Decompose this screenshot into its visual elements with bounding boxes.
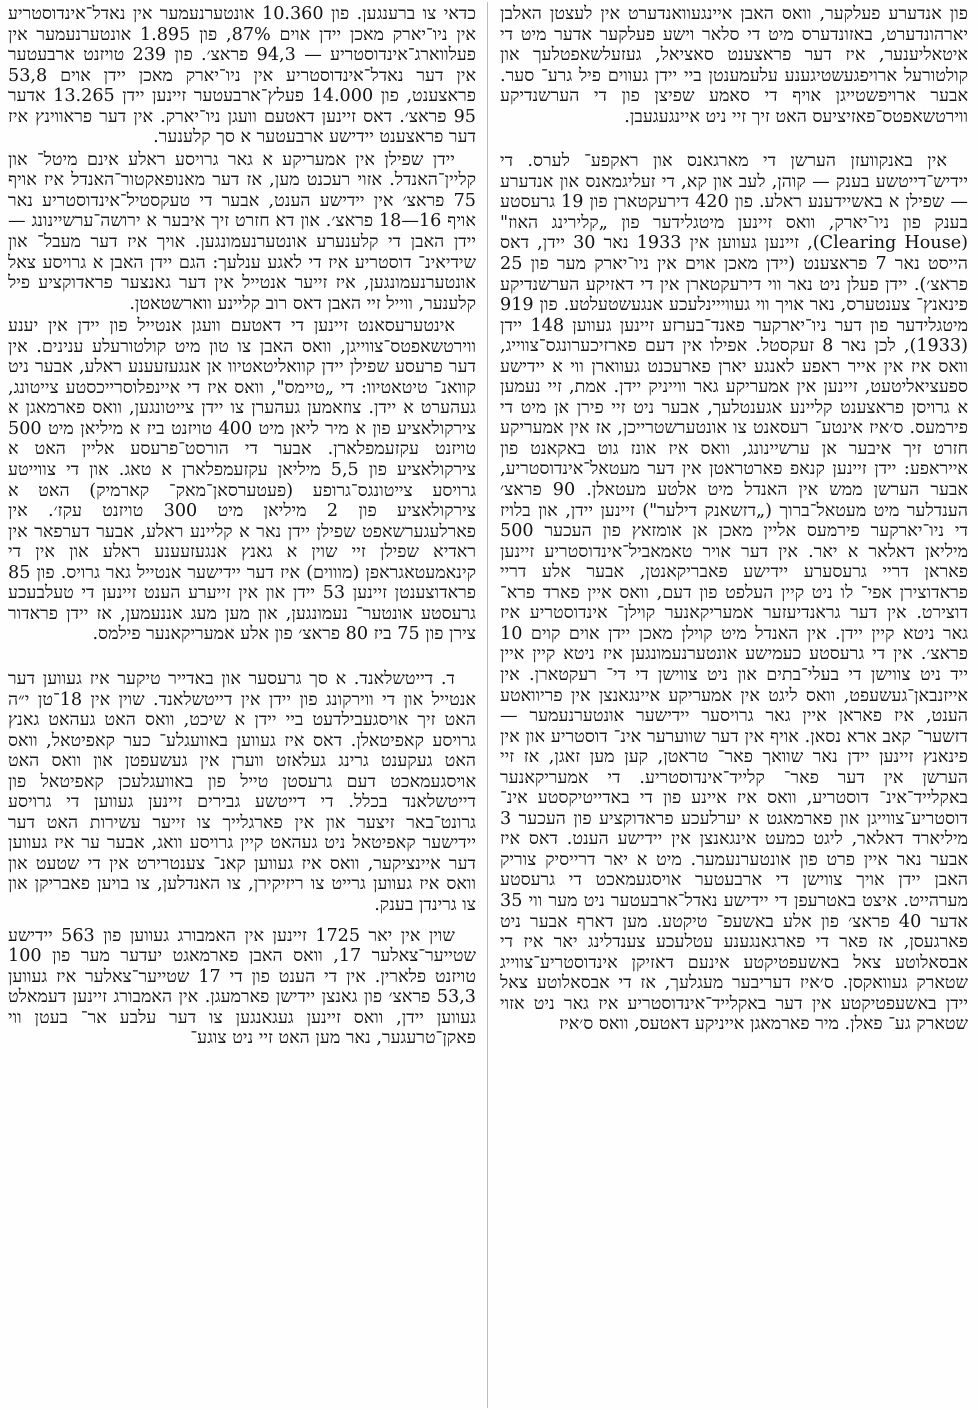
paragraph-banking: אין באנקוועזן הערשן די מארגאנס און ראקפע־ לערס. די יידיש־דייטשע בענק — קוהן, לעב און קא, די זעליגמאנס און אנדערע — שפילן א באשיידענע ראלע. פון 420 דירעקטארן פון 19 גרעסטע בענק פון ניו־יארק, וואס זיינען מיטגלידער פון „קלירינג האוז" (Clearing House), זיינען געווען אין 1933 נאר 30 יידן, דאס הייסט נאר 7 פראצענט (יידן מאכן אוים אין ניו־יארק מער פון 25 פראצ׳). יידן פעלן ניט נאר ווי דירעקטארן אין די דאזיקע הערשנדיקע פינאנץ־ צענטערס, נאר אויך ווי געווייינלעכע אנגעשטעלטע. פון 919 מיטגלידער פון דער ניו־יארקער פאנד־בערזע זיינען געווען 148 יידן (1933), לכן נאר 8 זעקסטל. אפילו אין דעם פארזיכערונגס־צווייג, וואס איז אין אייר ראפע לאנגע יארן פארעכנט געווארן ווי א יידישע ספעציאליטעט, זיינען אין אמעריקע גאר ווייניק יידן. אמת, זיי נעמען א גרויסן פראצענט קליינע אגענטלעך, אבער ניט זיי פירן אן מיט די פירמעס. ס׳איז אינטע־ רעסאנט צו אונטערשטרייכן, אז אין אמעריקע חזרט זיך איבער אן ערשיינונג, וואס איז אונז גוט באקאנט פון אייראפע: יידן זיינען קנאפ פארטראטן אין דער מעטאל־אינדוסטריע, אבער הערשן ממש אין האנדל מיט אלטע מעטאלן. 90 פראצ׳ הענדלער מיט מעטאל־ברוך („דזשאנק דילער") זיינען יידן, און בלויז די ניו־יארקער פירמעס אליין מאכן אן אומזאץ פון העכער 500 מיליאן דאלאר א יאר. אין דער אויר טאמאביל־אינדוסטריע זיינען פאראן דריי גרעסערע יידישע פאבריקאנטן, אבער אלע דריי פראדוצירן אפי־ לו ניט קיין העלפט פון דעם, וואס איין פארד פרא־ דוצירט. אין דער גראנדיעזער אמעריקאנער קוילן־ אינדוסטריע איז גאר ניטא קיין יידן. אין האנדל מיט קוילן מאכן יידן אוים קוים 10 פראצ׳. אין די גרעסטע כעמישע אונטערנעמונגען איז ניטא קיין איין ייד ניט צווישן די בעלי־בתים און ניט צווישן די די־ רעקטארן. אין אייזנבאן־געשעפט, וואס ליגט אין אמעריקע איינגאנצן אין פריוואטע הענט, איז פאראן איין גאר גרויסער יידישער אונטערנעמער — דזשער־ קאב ארא נסאן. אויף אין דער שווערער אינ־ דוסטריע און אין פינאנץ זיינען יידן נאר שוואך פאר־ טראטן, קען מען זאגן, אז זיי הערשן אין דער פאר־ קלייד־אינדוסטריע. די אמעריקאנער באקלייד־אינ־ דוסטריע, וואס איז איינע פון די באדייטיקסטע אינ־ דוסטריע־צווייגן און פארמאגט א יערלעכע פראדוקציע פון העכער 3 מיליארד דאלאר, ליגט כמעט אינגאנצן אין יידישע הענט. דאס איז אבער נאר איין פרט פון אונטערנעמער. מיט א יאר דרייסיק צוריק האבן יידן אויך צווישן די ארבעטער אויסגעמאכט די גרעסטע מערהייט. איצט באטרעפן די יידישע נאדל־ארבעטער ניט מער ווי 35 אדער 40 פראצ׳ פון אלע באשעפ־ טיקטע. מען דארף אבער ניט פארגעסן, אז פאר די פארגאנגענע עטלעכע צענדלינג יאר איז די אבסאלוטע צאל באשעפטיקטע אינעם דאזיקן אינדוסטריע־צווייג שטארק געוואקסן. ס׳איז דעריבער מעגלעך, אז די אבסאלוטע צאל יידן באשעפטיקטע אין דער באקלייד־אינדוסטריע איז גאר ניט אזוי שטארק גע־ פאלן. מיר פארמאגן אייניקע דאטעס, וואס ס׳איז (500, 151, 968, 1035)
paragraph-germany: ד. דייטשלאנד. א סך גרעסער און באדייר טיקער איז געווען דער אנטייל און די ווירקונג פון יידן אין דייטשלאנד. שוין אין 18־טן י״ה האט זיך אויסגעבילדעט ביי יידן א שיכט, וואס האט געהאט גאנץ גרויסע קאפיטאלן. דאס איז געווען באוועגלע־ כער קאפיטאל, וואס האט געקענט גרינג געלאזט ווערן אין געשעפטן און וואס האט אויסגעמאכט דעם גרעסטן טייל פון באוועגלעכן קאפיטאל פון דייטשלאנד בכלל. די דייטשע גבירים זיינען געווען די גרויסע גרונט־באר זיצער און אין פארגלייך צו זייער עשירות האט דער יידישער קאפיטאל ניט געהאט קיין גרויסע וואג, אבער ער איז געווען דער איינציקער, וואס איז געווען קאנ־ צענטרירט אין די שטעט און וואס איז געווען גרייט צו ריזיקירן, צו האנדלען, צו בויען פאבריקן און צו גרינדן בענק. (8, 668, 476, 915)
paragraph-needle-industry: כדאי צו ברענגען. פון 10.360 אונטערנעמער אין נאדל־אינדוסטריע אין ניו־יארק מאכן יידן אוים 87%, פון 1.895 אונטערנעמער אין פעלווארג־אינדוסטריע — 94,3 פראצ׳. פון 239 טויזנט ארבעטער אין דער נאדל־אינדוסטריע אין ניו־יארק מאכן יידן אוים 53,8 פראצענט, פון 14.000 פעלץ־ארבעטער זיינען יידן 13.265 אדער 95 פראצ׳. דאס זיינען דאטעם וועגן ניו־יארק. אין דער פראווינץ איז דער פראצענט יידישע ארבעטער א סך קלענער. (8, 4, 476, 148)
paragraph-intro: פון אנדערע פעלקער, וואס האבן איינגעוואנדערט אין לעצטן האלבן יארהונדערט, באזונדערס מיט די סלאר וישע פעלקער אדער מיט די איטאליענער, איז דער פראצענט סאציאל, געזעלשאפטלעך און קולטורעל ארויפגעשטיגענע עלעמענטן ביי יידן געווים פיל גרע־ סער. אבער ארויפשטייגן אויף די סאמע שפיצן פון די הערשנדיקע ווירטשאפטס־פאזיציעס האט זיך זיי ניט איינגעגעבן. (500, 4, 968, 127)
left-column (8, 4, 476, 1406)
column-divider (487, 2, 488, 1408)
paragraph-trade: יידן שפילן אין אמעריקע א גאר גרויסע ראלע אינם מיטל־ און קליין־האנדל. אזוי רעכנט מען, אז דער מאנופאקטור־האנדל איז אויף 75 פראצ׳ אין יידישע הענט, אבער די טעקסטיל־אינדוסטריע נאר אויף 16—18 פראצ׳. און דא חזרט זיך איבער א ירושה־ערשיינונג — יידן האבן די קלענערע אונטערנעמונגען. אויך איז דער מעבל־ און שידיאינ־ דוסטריע איז די לאגע ענלעך: הגם יידן האבן א גרויסע צאל אונטערנעמונגען, איז זייער אנטייל אין דער גאנצער פראדוקציע פיל קלענער, ווייל זיי האבן דאס רוב קליינע ווארשטאטן. (8, 149, 476, 314)
paragraph-hamburg: שוין אין יאר 1725 זיינען אין האמבורג געווען פון 563 יידישע שטייער־צאלער 17, וואס האבן פארמאגט יעדער מער פון 100 טויזנט פלארין. אין די הענט פון די 17 שטייער־צאלער איז געווען 53,3 פראצ׳ פון גאנצן יידישן פארמעגן. אין האמבורג זיינען דעמאלט געווען יידן, וואס זיינען געגאנגען צו דער עלבע אר־ בעטן ווי פאקן־טרעגער, נאר מען האט זיי ניט צוגע־ (8, 925, 476, 1049)
right-column (500, 4, 968, 1406)
paragraph-press-film: אינטערעסאנט זיינען די דאטעם וועגן אנטייל פון יידן אין יענע ווירטשאפטס־צווייגן, וואס האבן צו טון מיט קולטורעלע ענינים. אין דער פרעסע שפילן יידן קוואליטאטיוו אן אנגעזעענע ראלע, אבער ניט קוואנ־ טיטאטיוו: די „טיימס", וואס איז די איינפלוסרייכסטע צייטונג, געהערט א יידן. צוזאמען געהערן צו יידן צייטונגען, וואס פארמאגן א צירקולאציע פון א מיר ליאן מיט 400 טויזנט ביז א מיליאן מיט 500 טויזנט עקזעמפלארן. אבער די הורסט־פרעסע אליין האט א צירקולאציע פון 5,5 מיליאן עקזעמפלארן א טאג. און די צווייטע גרויסע צייטונגס־גרופע (פעטערסאן־מאק־ קארמיק) האט א צירקולאציע פון 2 מיליאן מיט 300 טויזנט עקז׳. אין פארלעגערשאפט שפילן יידן נאר א קליינע ראלע, אבער דערפאר אין ראדיא שפילן זיי שוין א גאנץ אנגעזעענע ראלע און אין די קינאמעטאגראפן (מוווים) איז דער יידישער אנטייל גאר גרויס. פון 85 פראדוצענטן זיינען 53 יידן און אין זייערע הענט זיינען די טעלבעכע גרעסטע אונטער־ נעמונגען, און מען מעג אננעמען, אז יידן פראדור צירן פון 75 ביז 80 פראצ׳ פון אלע אמעריקאנער פילמס. (8, 316, 476, 645)
